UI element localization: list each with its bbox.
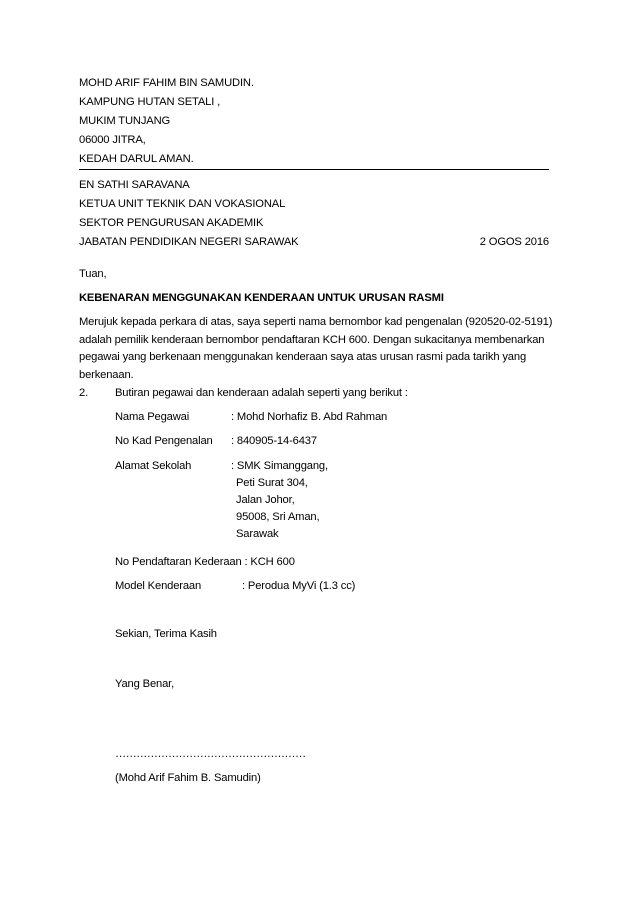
section-intro: Butiran pegawai dan kenderaan adalah seperti yang berikut : bbox=[115, 387, 408, 399]
ic-label: No Kad Pengenalan bbox=[115, 435, 213, 447]
recipient-line: JABATAN PENDIDIKAN NEGERI SARAWAK bbox=[79, 236, 299, 248]
school-address-line: 95008, Sri Aman, bbox=[236, 511, 320, 523]
salutation: Tuan, bbox=[79, 268, 107, 280]
body-line: adalah pemilik kenderaan bernombor pendaftaran KCH 600. Dengan sukacitanya membenarkan bbox=[79, 333, 545, 346]
closing-text: Sekian, Terima Kasih bbox=[115, 628, 217, 640]
school-address-line: : SMK Simanggang, bbox=[231, 460, 328, 472]
body-line: Merujuk kepada perkara di atas, saya seperti nama bernombor kad pengenalan (920520-02-5191) bbox=[79, 316, 553, 328]
sender-name: MOHD ARIF FAHIM BIN SAMUDIN. bbox=[79, 77, 254, 89]
recipient-line: SEKTOR PENGURUSAN AKADEMIK bbox=[79, 217, 264, 229]
ic-value: : 840905-14-6437 bbox=[231, 435, 317, 447]
subject-heading: KEBENARAN MENGGUNAKAN KENDERAAN UNTUK URUSAN RASMI bbox=[79, 292, 444, 304]
signoff-text: Yang Benar, bbox=[115, 678, 175, 690]
officer-label: Nama Pegawai bbox=[115, 411, 190, 423]
body-line: pegawai yang berkenaan menggunakan kenderaan saya atas urusan rasmi pada tarikh yang bbox=[79, 351, 527, 363]
sender-address-line: KEDAH DARUL AMAN. bbox=[79, 153, 194, 165]
registration-number: No Pendaftaran Kederaan : KCH 600 bbox=[115, 556, 295, 568]
signature-name: (Mohd Arif Fahim B. Samudin) bbox=[115, 772, 261, 784]
recipient-line: EN SATHI SARAVANA bbox=[79, 179, 190, 191]
school-address-line: Peti Surat 304, bbox=[236, 477, 308, 489]
model-label: Model Kenderaan bbox=[115, 580, 202, 592]
body-line: berkenaan. bbox=[79, 368, 134, 381]
body-paragraph bbox=[79, 314, 551, 384]
section-number: 2. bbox=[79, 387, 89, 399]
letter-date: 2 OGOS 2016 bbox=[479, 236, 549, 248]
school-address-line: Jalan Johor, bbox=[236, 494, 295, 506]
recipient-line: KETUA UNIT TEKNIK DAN VOKASIONAL bbox=[79, 198, 286, 210]
officer-value: : Mohd Norhafiz B. Abd Rahman bbox=[231, 411, 388, 423]
sender-address-line: KAMPUNG HUTAN SETALI , bbox=[79, 96, 221, 108]
model-value: : Perodua MyVi (1.3 cc) bbox=[242, 580, 356, 592]
header-divider bbox=[79, 169, 549, 170]
signature-line: ……………………………………………… bbox=[115, 748, 306, 760]
sender-address-line: 06000 JITRA, bbox=[79, 134, 146, 146]
sender-address-line: MUKIM TUNJANG bbox=[79, 115, 171, 127]
school-address-line: Sarawak bbox=[236, 528, 279, 540]
school-label: Alamat Sekolah bbox=[115, 460, 192, 472]
